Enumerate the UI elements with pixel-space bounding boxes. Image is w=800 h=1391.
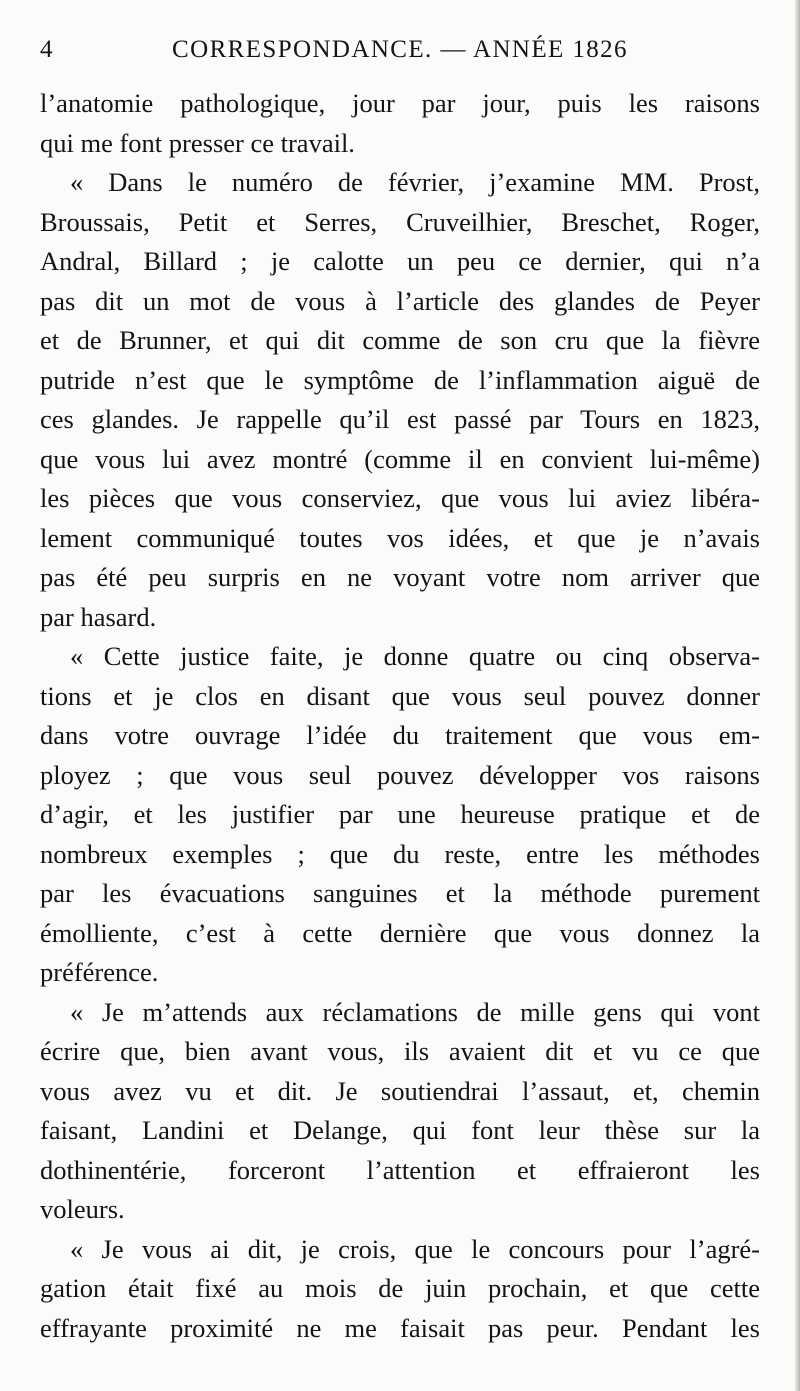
text-line: « Cette justice faite, je donne quatre ou cinq observa- bbox=[70, 641, 760, 671]
paragraph bbox=[40, 163, 760, 637]
text-line: lement communiqué toutes vos idées, et que je n’avais bbox=[40, 522, 760, 553]
text-line: et de Brunner, et qui dit comme de son cru que la fièvre bbox=[40, 325, 760, 355]
text-line: écrire que, bien avant vous, ils avaient dit et vu ce que bbox=[40, 1036, 760, 1066]
text-line: ployez ; que vous seul pouvez développer vos raisons bbox=[40, 759, 760, 790]
text-line: par hasard. bbox=[40, 601, 157, 632]
text-line: d’agir, et les justifier par une heureuse pratique et de bbox=[40, 799, 760, 829]
text-line: vous avez vu et dit. Je soutiendrai l’assaut, et, chemin bbox=[40, 1075, 760, 1106]
text-line: qui me font presser ce travail. bbox=[40, 127, 355, 158]
text-line: « Je m’attends aux réclamations de mille gens qui vont bbox=[70, 996, 760, 1027]
page-edge bbox=[795, 0, 800, 1391]
running-head bbox=[40, 30, 760, 70]
text-line: putride n’est que le symptôme de l’inflammation aiguë de bbox=[40, 364, 760, 395]
paragraph bbox=[40, 84, 760, 163]
text-line: les pièces que vous conserviez, que vous lui aviez libéra- bbox=[40, 483, 760, 513]
text-line: émolliente, c’est à cette dernière que vous donnez la bbox=[40, 917, 760, 948]
text-line: dothinentérie, forceront l’attention et effraieront les bbox=[40, 1154, 760, 1185]
text-line: par les évacuations sanguines et la méthode purement bbox=[40, 878, 760, 908]
paragraph bbox=[40, 1230, 760, 1349]
text-line: effrayante proximité ne me faisait pas peur. Pendant les bbox=[40, 1312, 760, 1343]
page-number: 4 bbox=[40, 36, 54, 63]
body-text bbox=[40, 84, 760, 1348]
text-line: préférence. bbox=[40, 957, 159, 987]
text-line: Andral, Billard ; je calotte un peu ce dernier, qui n’a bbox=[40, 246, 760, 276]
text-line: pas été peu surpris en ne voyant votre nom arriver que bbox=[40, 562, 760, 592]
running-head-title: CORRESPONDANCE. — ANNÉE 1826 bbox=[172, 36, 628, 63]
text-line: gation était fixé au mois de juin prochain, et que cette bbox=[40, 1273, 760, 1303]
text-line: dans votre ouvrage l’idée du traitement que vous em- bbox=[40, 720, 760, 750]
text-line: « Dans le numéro de février, j’examine MM. Prost, bbox=[70, 167, 760, 197]
text-line: nombreux exemples ; que du reste, entre les méthodes bbox=[40, 838, 760, 869]
text-line: pas dit un mot de vous à l’article des glandes de Peyer bbox=[40, 285, 760, 316]
text-line: que vous lui avez montré (comme il en convient lui-même) bbox=[40, 443, 760, 474]
text-line: l’anatomie pathologique, jour par jour, puis les raisons bbox=[40, 88, 760, 118]
text-line: « Je vous ai dit, je crois, que le concours pour l’agré- bbox=[70, 1233, 760, 1264]
paragraph bbox=[40, 993, 760, 1230]
text-line: ces glandes. Je rappelle qu’il est passé par Tours en 1823, bbox=[40, 404, 760, 434]
paragraph bbox=[40, 637, 760, 993]
text-line: voleurs. bbox=[40, 1194, 125, 1224]
text-line: tions et je clos en disant que vous seul pouvez donner bbox=[40, 680, 760, 711]
text-line: Broussais, Petit et Serres, Cruveilhier, Breschet, Roger, bbox=[40, 206, 760, 237]
text-line: faisant, Landini et Delange, qui font leur thèse sur la bbox=[40, 1115, 760, 1145]
